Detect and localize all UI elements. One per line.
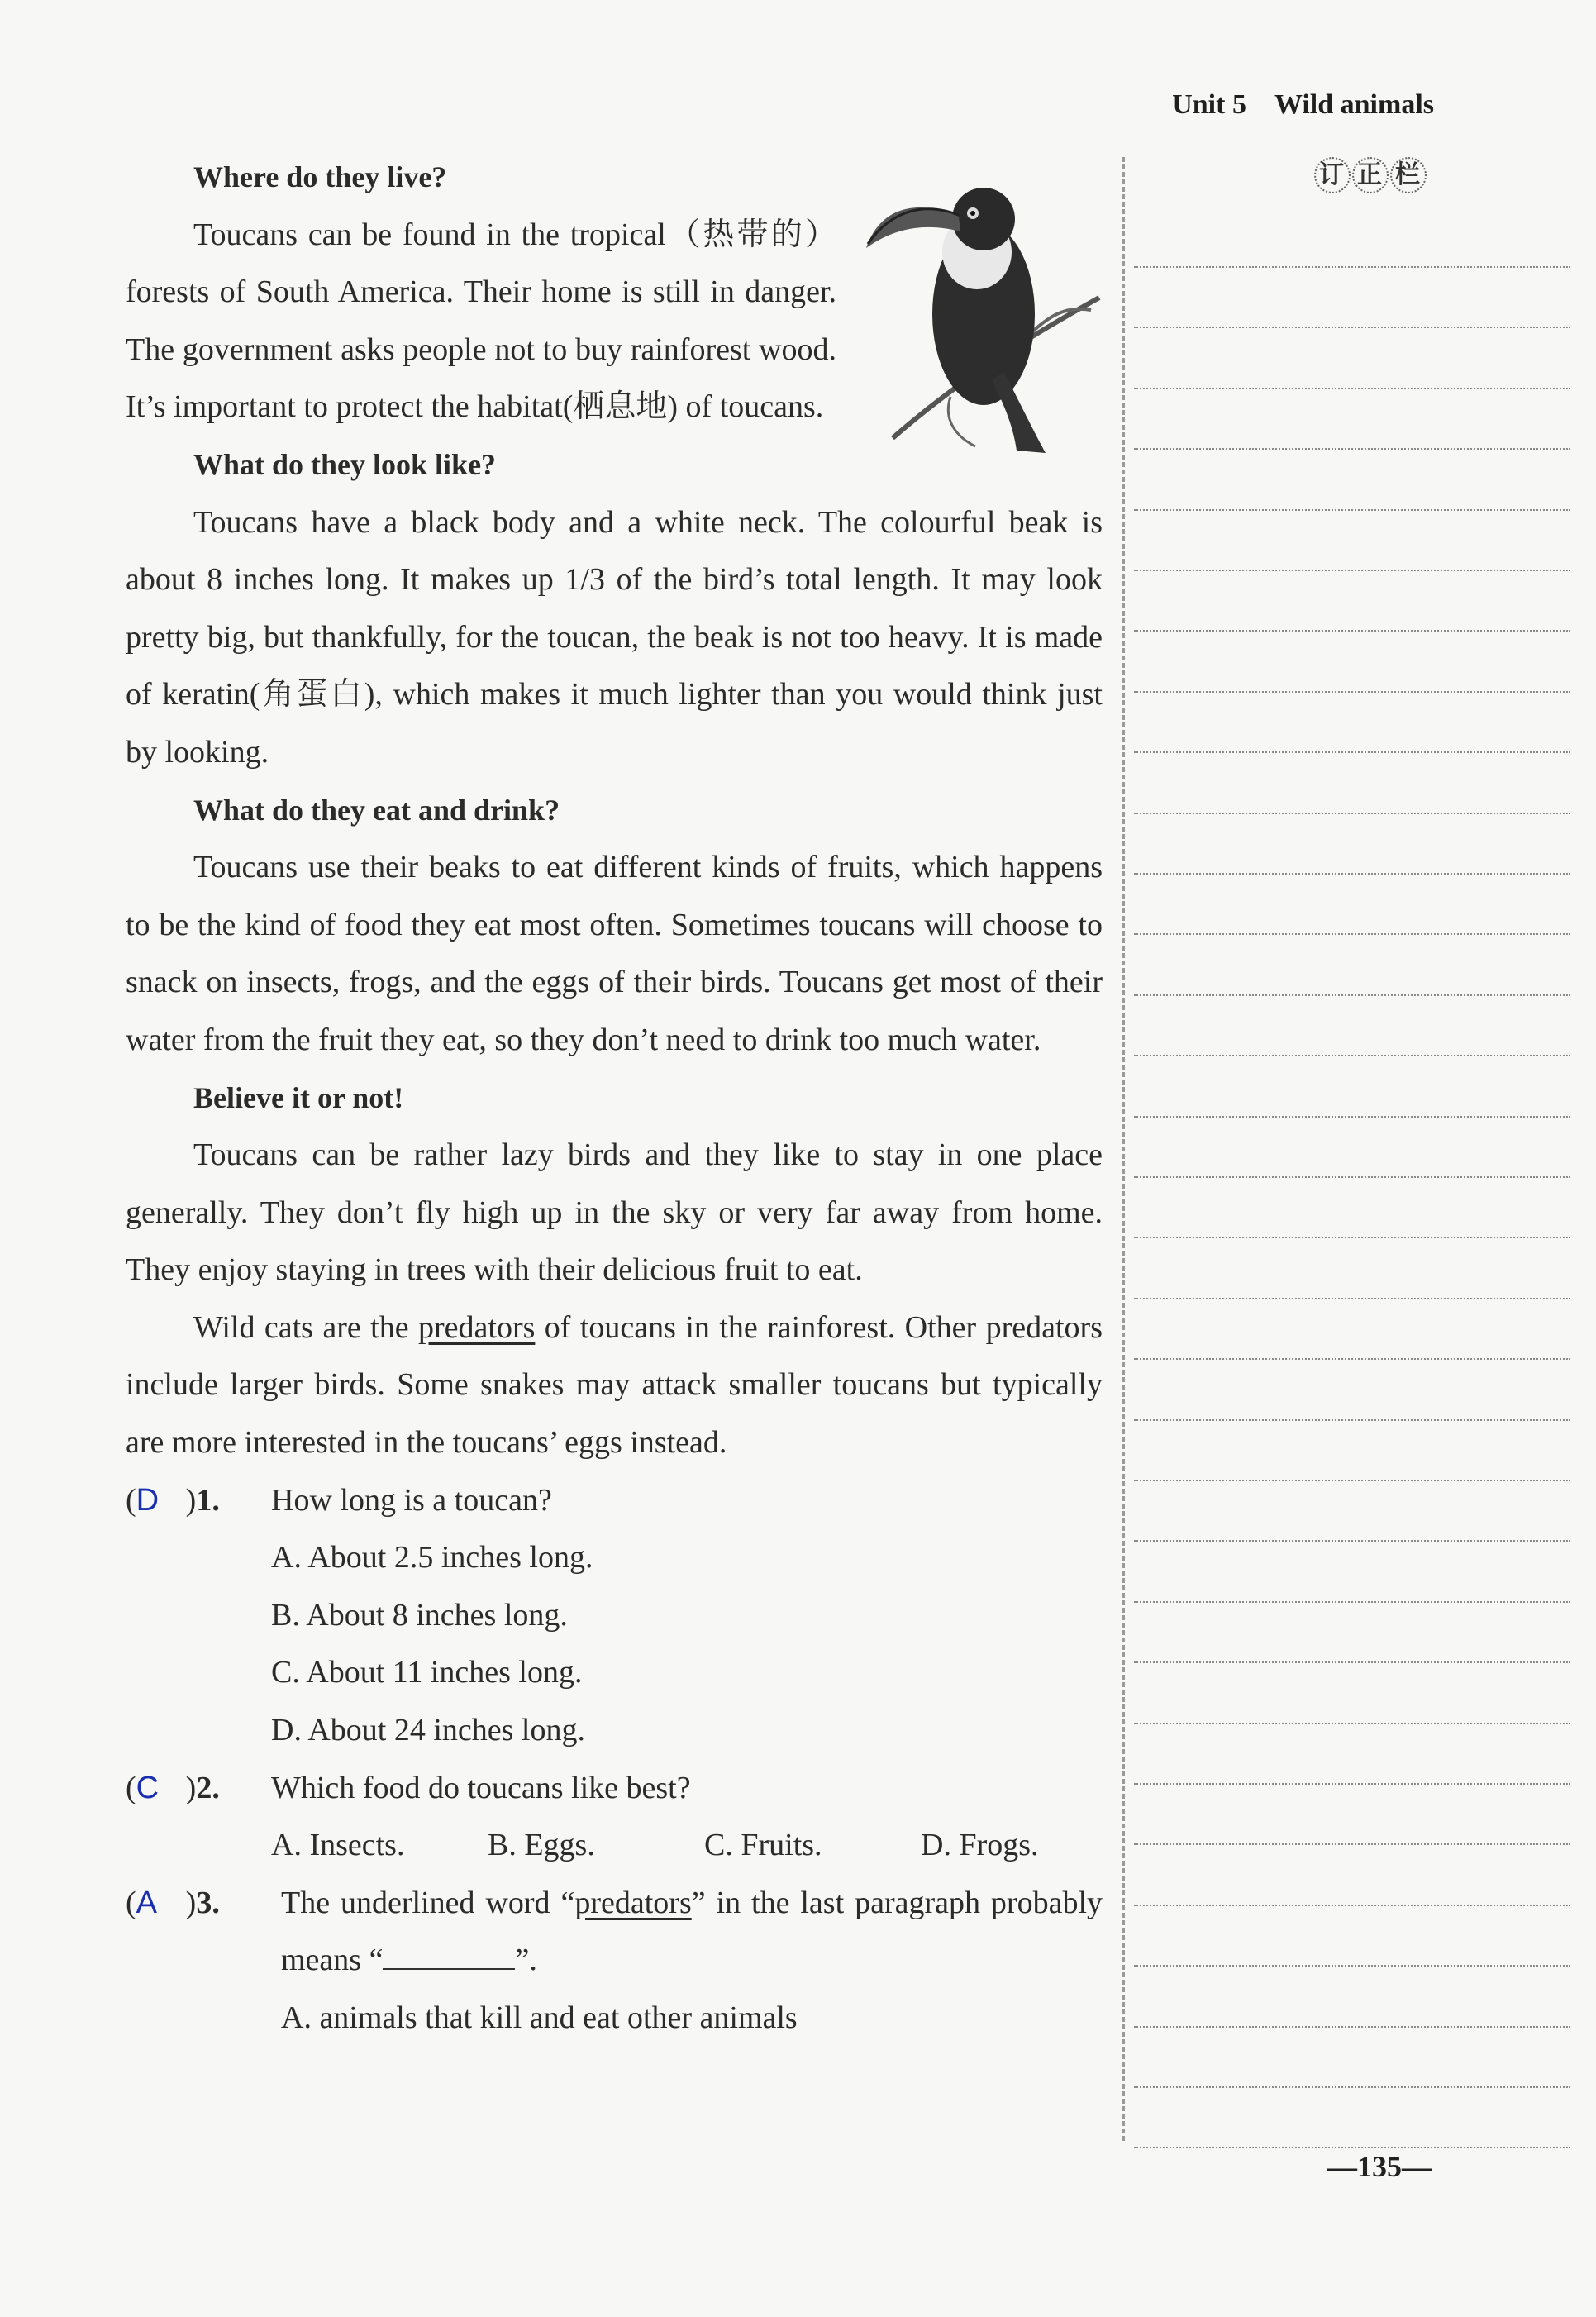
- correction-line: [1134, 2086, 1570, 2088]
- correction-line: [1134, 1419, 1570, 1421]
- correction-line: [1134, 751, 1570, 753]
- correction-line: [1134, 1783, 1570, 1785]
- correction-char-1: 订: [1314, 157, 1351, 193]
- correction-line: [1134, 1480, 1570, 1481]
- heading-eat-drink: What do they eat and drink?: [193, 793, 560, 827]
- option-1d: D. About 24 inches long.: [271, 1713, 585, 1748]
- correction-line: [1134, 2026, 1570, 2028]
- option-2c: C. Fruits.: [704, 1828, 822, 1863]
- predators-text-after: of toucans in the rainforest. Other predators include larger birds. Some snakes may attack smaller toucans but typically are more interested in the toucans’ eggs instead.: [126, 1309, 1103, 1461]
- correction-char-2: 正: [1352, 157, 1389, 193]
- paragraph-where-live: Toucans can be found in the tropical（热带的）forests of South America. Their home is still in danger. The government asks people not to buy rainforest wood. It’s important to protect the habitat(栖息地) of toucans.: [126, 217, 836, 425]
- correction-line: [1134, 994, 1570, 996]
- correction-line: [1134, 1723, 1570, 1724]
- question-1: (D )1. How long is a toucan?: [126, 1472, 1103, 1530]
- correction-lines: [1134, 0, 1570, 2317]
- unit-title: Wild animals: [1274, 89, 1434, 120]
- correction-line: [1134, 509, 1570, 511]
- correction-line: [1134, 873, 1570, 875]
- question-text-2: Which food do toucans like best?: [271, 1770, 691, 1805]
- option-1a: A. About 2.5 inches long.: [271, 1540, 593, 1576]
- correction-line: [1134, 1601, 1570, 1603]
- option-2b: B. Eggs.: [488, 1828, 595, 1863]
- question-text-3-before: The underlined word “: [281, 1885, 575, 1920]
- correction-line: [1134, 266, 1570, 268]
- correction-line: [1134, 813, 1570, 814]
- question-1-options-row-1: [126, 1529, 1103, 1644]
- correction-line: [1134, 1661, 1570, 1663]
- correction-line: [1134, 1176, 1570, 1178]
- answer-2: C: [136, 1770, 160, 1805]
- paragraph-predators: [126, 1299, 1103, 1472]
- correction-line: [1134, 448, 1570, 450]
- option-1b: B. About 8 inches long.: [271, 1597, 568, 1633]
- paragraph-eat-drink: Toucans use their beaks to eat different kinds of fruits, which happens to be the kind of food they eat most often. Sometimes toucans will choose to snack on insects, frogs, and the eggs of their birds. Toucans get most of their water from the fruit they eat, so they don’t need to drink too much water.: [126, 850, 1103, 1057]
- question-3-options: [126, 1990, 1103, 2048]
- correction-line: [1134, 1237, 1570, 1238]
- heading-believe: Believe it or not!: [193, 1080, 404, 1114]
- question-text-1: How long is a toucan?: [271, 1482, 552, 1518]
- answer-blank[interactable]: [383, 1943, 515, 1970]
- answer-1: D: [136, 1482, 160, 1518]
- unit-label: Unit 5: [1172, 89, 1246, 120]
- correction-line: [1134, 1540, 1570, 1542]
- question-text-3-after: ” in the last paragraph probably means “: [281, 1885, 1103, 1978]
- reading-passage: [126, 149, 1103, 2048]
- question-1-options-row-2: [126, 1644, 1103, 1759]
- correction-line: [1134, 1116, 1570, 1118]
- correction-line: [1134, 1843, 1570, 1845]
- paragraph-believe: Toucans can be rather lazy birds and they like to stay in one place generally. They don’t fly high up in the sky or very far away from home. They enjoy staying in trees with their delicious fruit to eat.: [126, 1137, 1103, 1288]
- option-1c: C. About 11 inches long.: [271, 1655, 583, 1690]
- correction-line: [1134, 327, 1570, 328]
- option-2a: A. Insects.: [271, 1828, 405, 1863]
- correction-line: [1134, 388, 1570, 389]
- question-2: (C )2. Which food do toucans like best?: [126, 1760, 1103, 1818]
- column-divider: [1122, 157, 1125, 2141]
- underlined-predators: predators: [418, 1309, 536, 1345]
- correction-line: [1134, 1298, 1570, 1299]
- page-number: —135—: [1327, 2150, 1432, 2183]
- paragraph-look-like: Toucans have a black body and a white neck. The colourful beak is about 8 inches long. It makes up 1/3 of the bird’s total length. It may look pretty big, but thankfully, for the toucan, the beak is not too heavy. It is made of keratin(角蛋白), which makes it much lighter than you would think just by looking.: [126, 504, 1103, 770]
- correction-line: [1134, 570, 1570, 571]
- question-number-1: 1.: [196, 1482, 220, 1518]
- correction-line: [1134, 691, 1570, 693]
- question-text-3-end: ”.: [515, 1943, 537, 1978]
- underlined-predators-question: predators: [574, 1885, 692, 1920]
- question-number-3: 3.: [196, 1885, 220, 1920]
- answer-3: A: [136, 1885, 158, 1920]
- correction-line: [1134, 933, 1570, 935]
- heading-look-like: What do they look like?: [193, 447, 497, 481]
- question-number-2: 2.: [196, 1770, 220, 1805]
- correction-line: [1134, 1055, 1570, 1056]
- option-3a: A. animals that kill and eat other animals: [281, 2000, 798, 2035]
- correction-line: [1134, 1905, 1570, 1906]
- correction-char-3: 栏: [1390, 157, 1427, 193]
- question-2-options: [126, 1817, 1103, 1875]
- correction-line: [1134, 630, 1570, 632]
- option-2d: D. Frogs.: [921, 1828, 1039, 1863]
- correction-line: [1134, 1358, 1570, 1360]
- question-3: (A )3. The underlined word “predators” in the last paragraph probably means “ ”.: [126, 1875, 1103, 1990]
- correction-line: [1134, 1965, 1570, 1967]
- heading-where-live: Where do they live?: [193, 160, 447, 193]
- predators-text-before: Wild cats are the: [193, 1309, 418, 1345]
